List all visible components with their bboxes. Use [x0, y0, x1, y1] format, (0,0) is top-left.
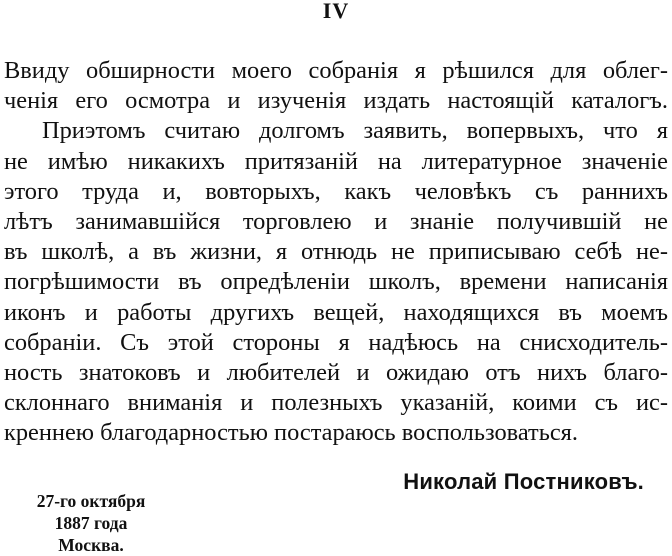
dateline	[4, 490, 178, 556]
page-number: IV	[322, 0, 350, 23]
text-line: ченія его осмотра и изученія издать настоящій каталогъ.	[4, 87, 668, 115]
place-text: Москва.	[58, 535, 124, 555]
text-line: креннею благодарностью постараюсь воспользоваться.	[4, 419, 578, 447]
text-line: не имѣю никакихъ притязаній на литературное значеніе	[4, 147, 668, 175]
year-text: 1887 года	[54, 513, 128, 533]
text-line: собраніи. Съ этой стороны я надѣюсь на снисходитель-	[4, 328, 668, 356]
text-line: Ввиду обширности моего собранія я рѣшился для облег-	[4, 57, 668, 84]
text-line: иконъ и работы другихъ вещей, находящихся въ моемъ	[4, 298, 668, 326]
author-signature: Николай Постниковъ.	[403, 469, 644, 494]
preface-text	[4, 56, 668, 448]
text-line: въ школѣ, а въ жизни, я отнюдь не приписываю себѣ не-	[4, 238, 668, 266]
text-line: Приэтомъ считаю долгомъ заявить, вопервыхъ, что я	[42, 117, 668, 145]
text-line: этого труда и, вовторыхъ, какъ человѣкъ съ раннихъ	[4, 177, 668, 205]
text-line: склоннаго вниманія и полезныхъ указаній, коими съ ис-	[4, 389, 668, 417]
text-line: ность знатоковъ и любителей и ожидаю отъ нихъ благо-	[4, 358, 668, 386]
text-line: погрѣшимости въ опредѣленіи школъ, времени написанія	[4, 268, 668, 296]
date-text: 27-го октября	[36, 491, 146, 511]
text-line: лѣтъ занимавшійся торговлею и знаніе получившій не	[4, 207, 668, 235]
